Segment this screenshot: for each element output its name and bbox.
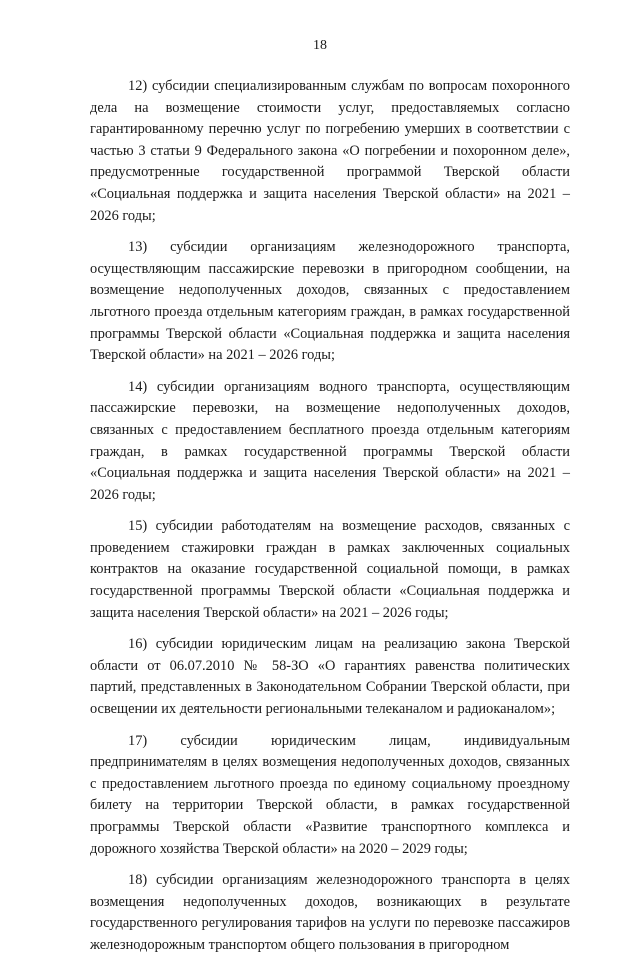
paragraph-item-17: 17) субсидии юридическим лицам, индивидуальным предпринимателям в целях возмещения недополученных доходов, связанных с предоставлением льготного проезда по единому социальному проездному билету на территории Тверской области, в рамках государственной программы Тверской области «Развитие транспортного комплекса и дорожного хозяйства Тверской области» на 2020 – 2029 годы; [90, 732, 570, 857]
paragraph-item-15: 15) субсидии работодателям на возмещение расходов, связанных с проведением стажировки граждан в рамках заключенных социальных контрактов на оказание государственной социальной помощи, в рамках государственной программы Тверской области «Социальная поддержка и защита населения Тверской области» на 2021 – 2026 годы; [90, 518, 570, 621]
paragraph-item-12: 12) субсидии специализированным службам по вопросам похоронного дела на возмещение стоимости услуг, предоставляемых согласно гарантированному перечню услуг по погребению умерших в соответствии с частью 3 статьи 9 Федерального закона «О погребении и похоронном деле», предусмотренные государственной программой Тверской области «Социальная поддержка и защита населения Тверской области» на 2021 – 2026 годы; [90, 78, 570, 224]
paragraph-item-13: 13) субсидии организациям железнодорожного транспорта, осуществляющим пассажирские перевозки в пригородном сообщении, на возмещение недополученных доходов, связанных с предоставлением льготного проезда отдельным категориям граждан, в рамках государственной программы Тверской области «Социальная поддержка и защита населения Тверской области» на 2021 – 2026 годы; [90, 239, 570, 364]
paragraph-item-18: 18) субсидии организациям железнодорожного транспорта в целях возмещения недополученных доходов, возникающих в результате государственного регулирования тарифов на услуги по перевозке пассажиров железнодорожным транспортом общего пользования в пригородном [90, 872, 570, 953]
paragraph-item-14: 14) субсидии организациям водного транспорта, осуществляющим пассажирские перевозки, на возмещение недополученных доходов, связанных с предоставлением бесплатного проезда отдельным категориям граждан, в рамках государственной программы Тверской области «Социальная поддержка и защита населения Тверской области» на 2021 – 2026 годы; [90, 378, 570, 503]
paragraph-item-16: 16) субсидии юридическим лицам на реализацию закона Тверской области от 06.07.2010 № 58-ЗО «О гарантиях равенства политических партий, представленных в Законодательном Собрании Тверской области, при освещении их деятельности региональными телеканалом и радиоканалом»; [90, 636, 570, 718]
document-body [90, 76, 570, 967]
page-number: 18 [313, 38, 327, 53]
